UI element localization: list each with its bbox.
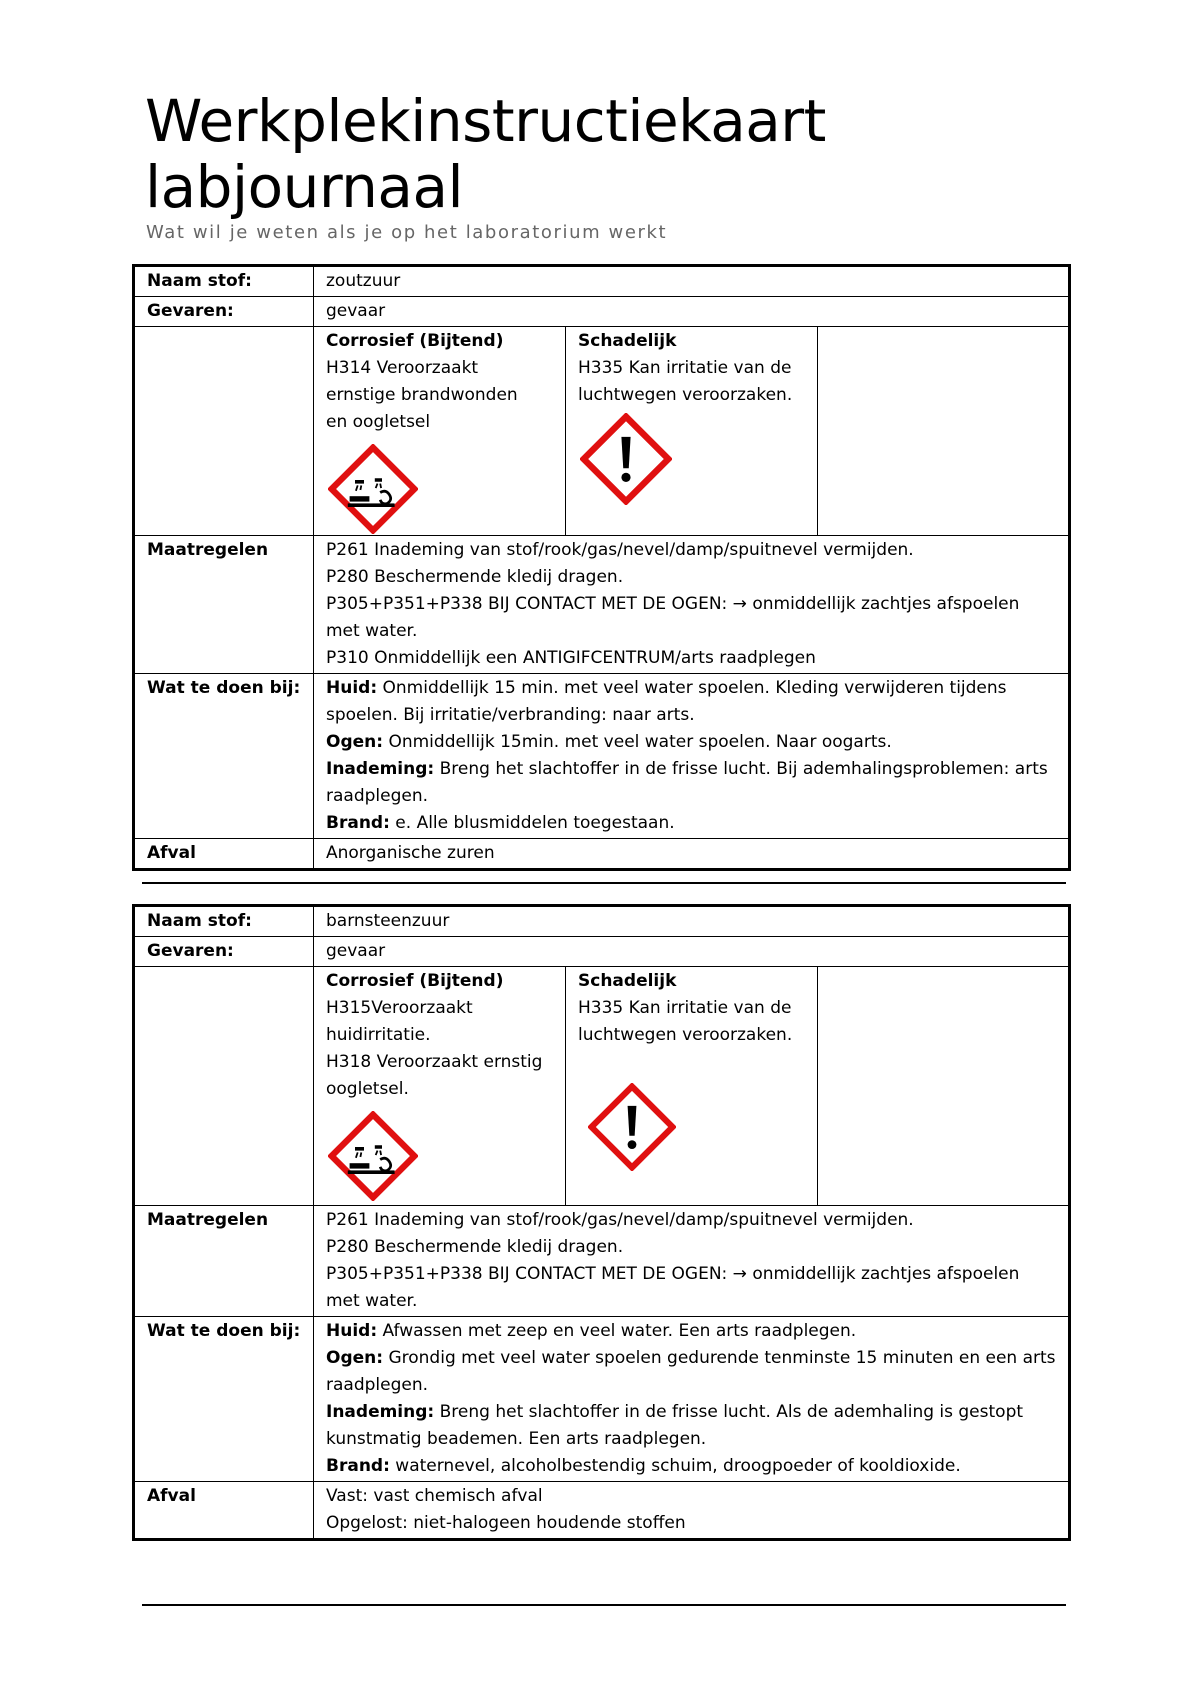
fire-label: Brand: — [326, 813, 390, 833]
measure-line: P310 Onmiddellijk een ANTIGIFCENTRUM/arts raadplegen — [326, 648, 816, 668]
exclamation-icon — [588, 1083, 676, 1171]
hazard-title: Schadelijk — [578, 971, 677, 991]
label-measures: Maatregelen — [134, 536, 314, 674]
measure-line: P305+P351+P338 BIJ CONTACT MET DE OGEN: → onmiddellijk zachtjes afspoelen met water. — [326, 594, 1020, 641]
label-name: Naam stof: — [134, 266, 314, 297]
hazard-corrosive — [314, 967, 566, 1206]
measures-cell — [314, 1206, 1070, 1317]
row-hazards — [134, 297, 1070, 327]
hazard-title: Schadelijk — [578, 331, 677, 351]
fire-text: e. Alle blusmiddelen toegestaan. — [395, 813, 675, 833]
eyes-text: Onmiddellijk 15min. met veel water spoelen. Naar oogarts. — [388, 732, 892, 752]
eyes-label: Ogen: — [326, 732, 384, 752]
measure-line: P280 Beschermende kledij dragen. — [326, 567, 624, 587]
first-aid-inhale — [326, 1399, 1058, 1453]
label-measures: Maatregelen — [134, 1206, 314, 1317]
hazard-word: gevaar — [314, 297, 1070, 327]
row-hazards — [134, 937, 1070, 967]
row-pictograms — [134, 967, 1070, 1206]
hazard-text-line: H335 Kan irritatie van de — [578, 998, 792, 1018]
hazard-text-line: en oogletsel — [326, 412, 431, 432]
hazard-text-line: luchtwegen veroorzaken. — [578, 385, 793, 405]
hazard-text-line: H315Veroorzaakt — [326, 998, 473, 1018]
fire-label: Brand: — [326, 1456, 390, 1476]
hazard-text-line: H335 Kan irritatie van de — [578, 358, 792, 378]
hazard-text-line: luchtwegen veroorzaken. — [578, 1025, 793, 1045]
fire-text: waternevel, alcoholbestendig schuim, droogpoeder of kooldioxide. — [395, 1456, 961, 1476]
row-measures — [134, 1206, 1070, 1317]
hazard-title: Corrosief (Bijtend) — [326, 331, 504, 351]
hazard-text-line: oogletsel. — [326, 1079, 409, 1099]
label-hazards: Gevaren: — [134, 937, 314, 967]
row-measures — [134, 536, 1070, 674]
row-first-aid — [134, 674, 1070, 839]
inhale-text: Breng het slachtoffer in de frisse lucht. Als de ademhaling is gestopt kunstmatig beademen. Een arts raadplegen. — [326, 1402, 1024, 1449]
first-aid-fire — [326, 1453, 1058, 1480]
hazard-harmful — [566, 967, 818, 1206]
measure-line: P261 Inademing van stof/rook/gas/nevel/damp/spuitnevel vermijden. — [326, 1210, 914, 1230]
first-aid-eyes — [326, 1345, 1058, 1399]
hazard-text-line: H318 Veroorzaakt ernstig — [326, 1052, 543, 1072]
skin-label: Huid: — [326, 1321, 378, 1341]
row-pictograms — [134, 327, 1070, 536]
skin-text: Onmiddellijk 15 min. met veel water spoelen. Kleding verwijderen tijdens spoelen. Bij irritatie/verbranding: naar arts. — [326, 678, 1007, 725]
waste-cell — [314, 1482, 1070, 1540]
label-first-aid: Wat te doen bij: — [134, 674, 314, 839]
waste-line: Opgelost: niet-halogeen houdende stoffen — [326, 1513, 686, 1533]
eyes-label: Ogen: — [326, 1348, 384, 1368]
hazard-word: gevaar — [314, 937, 1070, 967]
first-aid-cell — [314, 1317, 1070, 1482]
empty-cell — [134, 967, 314, 1206]
inhale-text: Breng het slachtoffer in de frisse lucht. Bij ademhalingsproblemen: arts raadplegen. — [326, 759, 1048, 806]
label-waste: Afval — [134, 839, 314, 870]
divider-rule — [142, 882, 1066, 884]
row-first-aid — [134, 1317, 1070, 1482]
empty-hazard-cell — [818, 967, 1070, 1206]
instruction-card-1 — [132, 264, 1071, 871]
empty-hazard-cell — [818, 327, 1070, 536]
title-line-1: Werkplekinstructiekaart — [145, 87, 826, 155]
measure-line: P261 Inademing van stof/rook/gas/nevel/damp/spuitnevel vermijden. — [326, 540, 914, 560]
row-waste — [134, 839, 1070, 870]
row-name — [134, 906, 1070, 937]
first-aid-skin — [326, 1318, 1058, 1345]
inhale-label: Inademing: — [326, 1402, 435, 1422]
eyes-text: Grondig met veel water spoelen gedurende tenminste 15 minuten en een arts raadplegen. — [326, 1348, 1056, 1395]
first-aid-inhale — [326, 756, 1058, 810]
row-waste — [134, 1482, 1070, 1540]
measure-line: P305+P351+P338 BIJ CONTACT MET DE OGEN: → onmiddellijk zachtjes afspoelen met water. — [326, 1264, 1020, 1311]
hazard-harmful — [566, 327, 818, 536]
waste-line: Anorganische zuren — [326, 843, 495, 863]
hazard-text-line: H314 Veroorzaakt — [326, 358, 479, 378]
measures-cell — [314, 536, 1070, 674]
inhale-label: Inademing: — [326, 759, 435, 779]
hazard-text-line: huidirritatie. — [326, 1025, 431, 1045]
first-aid-eyes — [326, 729, 1058, 756]
hazard-corrosive — [314, 327, 566, 536]
waste-line: Vast: vast chemisch afval — [326, 1486, 543, 1506]
first-aid-skin — [326, 675, 1058, 729]
label-first-aid: Wat te doen bij: — [134, 1317, 314, 1482]
hazard-text-line: ernstige brandwonden — [326, 385, 518, 405]
title-line-2: labjournaal — [145, 153, 464, 221]
page-title — [145, 88, 1085, 220]
corrosive-icon — [328, 1111, 418, 1201]
exclamation-icon — [580, 413, 672, 505]
skin-text: Afwassen met zeep en veel water. Een arts raadplegen. — [382, 1321, 857, 1341]
label-hazards: Gevaren: — [134, 297, 314, 327]
instruction-card-2 — [132, 904, 1071, 1541]
substance-name: barnsteenzuur — [314, 906, 1070, 937]
row-name — [134, 266, 1070, 297]
page-subtitle: Wat wil je weten als je op het laboratorium werkt — [146, 222, 668, 243]
measure-line: P280 Beschermende kledij dragen. — [326, 1237, 624, 1257]
first-aid-cell — [314, 674, 1070, 839]
first-aid-fire — [326, 810, 1058, 837]
hazard-title: Corrosief (Bijtend) — [326, 971, 504, 991]
empty-cell — [134, 327, 314, 536]
label-waste: Afval — [134, 1482, 314, 1540]
substance-name: zoutzuur — [314, 266, 1070, 297]
corrosive-icon — [328, 444, 418, 534]
skin-label: Huid: — [326, 678, 378, 698]
waste-cell — [314, 839, 1070, 870]
label-name: Naam stof: — [134, 906, 314, 937]
divider-rule — [142, 1604, 1066, 1606]
